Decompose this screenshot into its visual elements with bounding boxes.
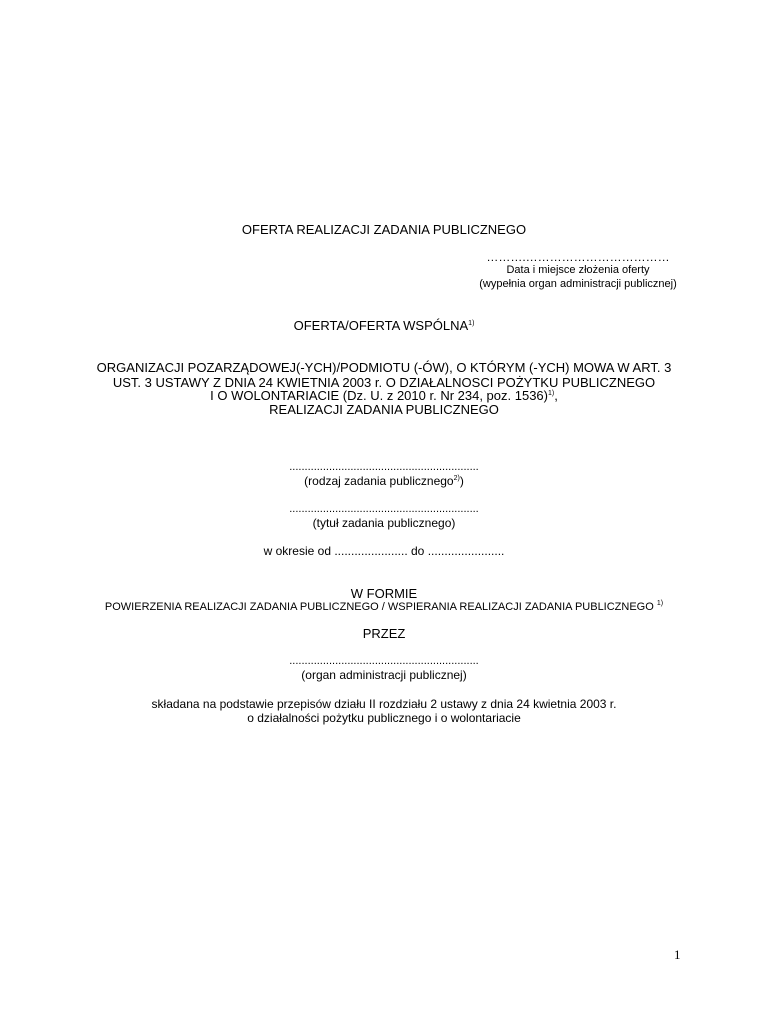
form-line — [0, 600, 768, 613]
org-line-3 — [0, 388, 768, 403]
date-dots: ……….……………………………… — [486, 250, 670, 264]
org-line-1: ORGANIZACJI POZARZĄDOWEJ(-YCH)/PODMIOTU (-ÓW), O KTÓRYM (-YCH) MOWA W ART. 3 — [96, 360, 672, 375]
basis-line-1: składana na podstawie przepisów działu II rozdziału 2 ustawy z dnia 24 kwietnia 2003 r. — [151, 697, 617, 711]
task-type-label-text: (rodzaj zadania publicznego — [304, 474, 454, 488]
task-type-label-close: ) — [459, 474, 464, 488]
by-heading: PRZEZ — [362, 626, 406, 641]
task-type-dots: .............................................................. — [289, 461, 479, 473]
form-footnote: 1) — [656, 600, 664, 607]
document-title: OFERTA REALIZACJI ZADANIA PUBLICZNEGO — [241, 222, 527, 237]
task-type-label — [0, 474, 768, 488]
form-heading: W FORMIE — [350, 586, 418, 601]
task-title-label: (tytuł zadania publicznego) — [312, 516, 456, 530]
org-line-4: REALIZACJI ZADANIA PUBLICZNEGO — [269, 402, 499, 417]
org-line-3-footnote: 1) — [548, 390, 555, 397]
date-note: (wypełnia organ administracji publicznej) — [479, 278, 677, 290]
authority-dots: .............................................................. — [289, 655, 479, 667]
basis-line-2: o działalności pożytku publicznego i o wolontariacie — [247, 711, 521, 725]
org-line-2: UST. 3 USTAWY Z DNIA 24 KWIETNIA 2003 r. O DZIAŁALNOSCI POŻYTKU PUBLICZNEGO — [112, 375, 656, 390]
org-line-3-tail: , — [554, 388, 558, 403]
offer-type-footnote: 1) — [468, 320, 475, 327]
offer-type-heading — [0, 318, 768, 333]
task-title-dots: .............................................................. — [289, 503, 479, 515]
page-number: 1 — [674, 947, 681, 962]
org-line-3-text: I O WOLONTARIACIE (Dz. U. z 2010 r. Nr 234, poz. 1536) — [210, 388, 548, 403]
period-line: w okresie od ...................... do ....................... — [263, 544, 505, 558]
task-type-footnote: 2) — [453, 475, 460, 482]
offer-type-text: OFERTA/OFERTA WSPÓLNA — [293, 318, 469, 333]
form-line-text: POWIERZENIA REALIZACJI ZADANIA PUBLICZNEGO / WSPIERANIA REALIZACJI ZADANIA PUBLICZNEGO — [104, 601, 654, 613]
authority-label: (organ administracji publicznej) — [301, 668, 467, 682]
date-label: Data i miejsce złożenia oferty — [506, 264, 650, 276]
